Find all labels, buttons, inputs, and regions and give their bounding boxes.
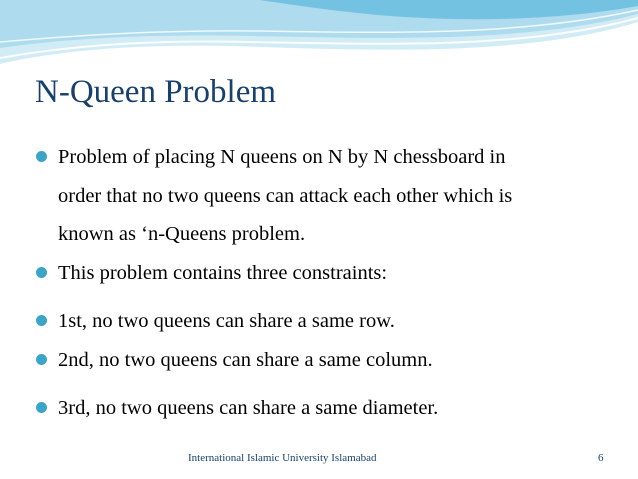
slide-footer [0, 452, 638, 468]
bullet-text: 1st, no two queens can share a same row. [58, 310, 395, 332]
bullet-text: 2nd, no two queens can share a same column. [58, 349, 433, 371]
bullet-icon [36, 315, 47, 326]
bullet-continuation: known as ‘n-Queens problem. [58, 223, 306, 245]
bullet-text: This problem contains three constraints: [58, 262, 388, 284]
bullet-icon [36, 402, 47, 413]
bullet-icon [36, 151, 47, 162]
footer-institution: International Islamic University Islamabad [188, 452, 377, 464]
bullet-text: 3rd, no two queens can share a same diameter. [58, 397, 439, 419]
bullet-continuation: order that no two queens can attack each other which is [58, 185, 513, 207]
bullet-icon [36, 267, 47, 278]
bullet-text: Problem of placing N queens on N by N chessboard in [58, 146, 506, 168]
bullet-icon [36, 354, 47, 365]
page-number: 6 [598, 452, 604, 464]
decorative-wave-header [0, 0, 638, 80]
slide-title: N-Queen Problem [35, 74, 277, 110]
